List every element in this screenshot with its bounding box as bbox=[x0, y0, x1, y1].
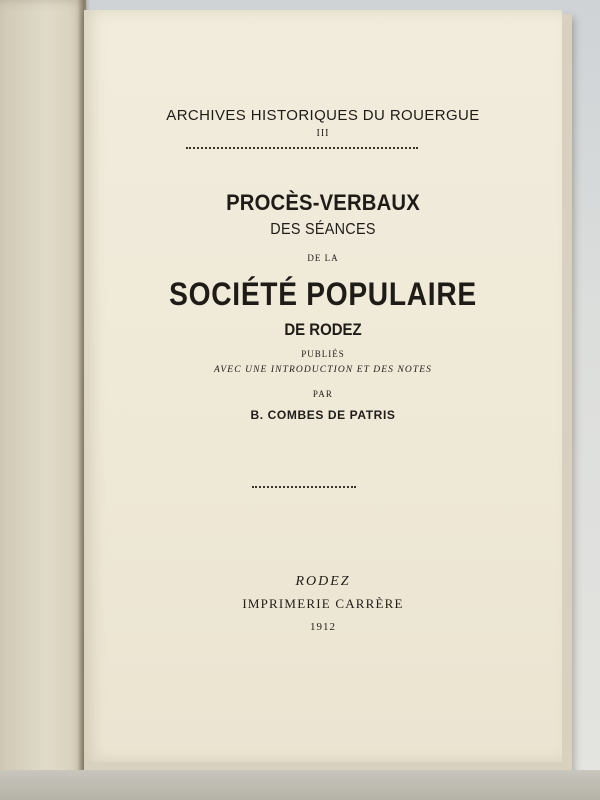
title-line-3: DE LA bbox=[307, 253, 339, 263]
left-page-edge bbox=[0, 0, 86, 800]
series-title: ARCHIVES HISTORIQUES DU ROUERGUE bbox=[166, 107, 480, 124]
title-line-4: SOCIÉTÉ POPULAIRE bbox=[169, 276, 477, 312]
title-line-1: PROCÈS-VERBAUX bbox=[226, 190, 420, 215]
dotted-rule-bottom bbox=[252, 486, 356, 488]
imprint-year: 1912 bbox=[310, 621, 336, 633]
title-page bbox=[84, 10, 562, 762]
imprint-printer: IMPRIMERIE CARRÈRE bbox=[242, 596, 404, 611]
author-name: B. COMBES DE PATRIS bbox=[250, 408, 396, 422]
volume-number: III bbox=[316, 128, 330, 139]
intro-notes-label: AVEC UNE INTRODUCTION ET DES NOTES bbox=[213, 365, 433, 375]
published-label: PUBLIÉS bbox=[301, 349, 345, 359]
imprint-place: RODEZ bbox=[295, 574, 351, 589]
title-line-5: DE RODEZ bbox=[284, 320, 362, 339]
dotted-rule-top bbox=[186, 147, 418, 149]
table-surface bbox=[0, 770, 600, 800]
title-line-2: DES SÉANCES bbox=[270, 221, 376, 238]
by-label: PAR bbox=[312, 389, 334, 399]
